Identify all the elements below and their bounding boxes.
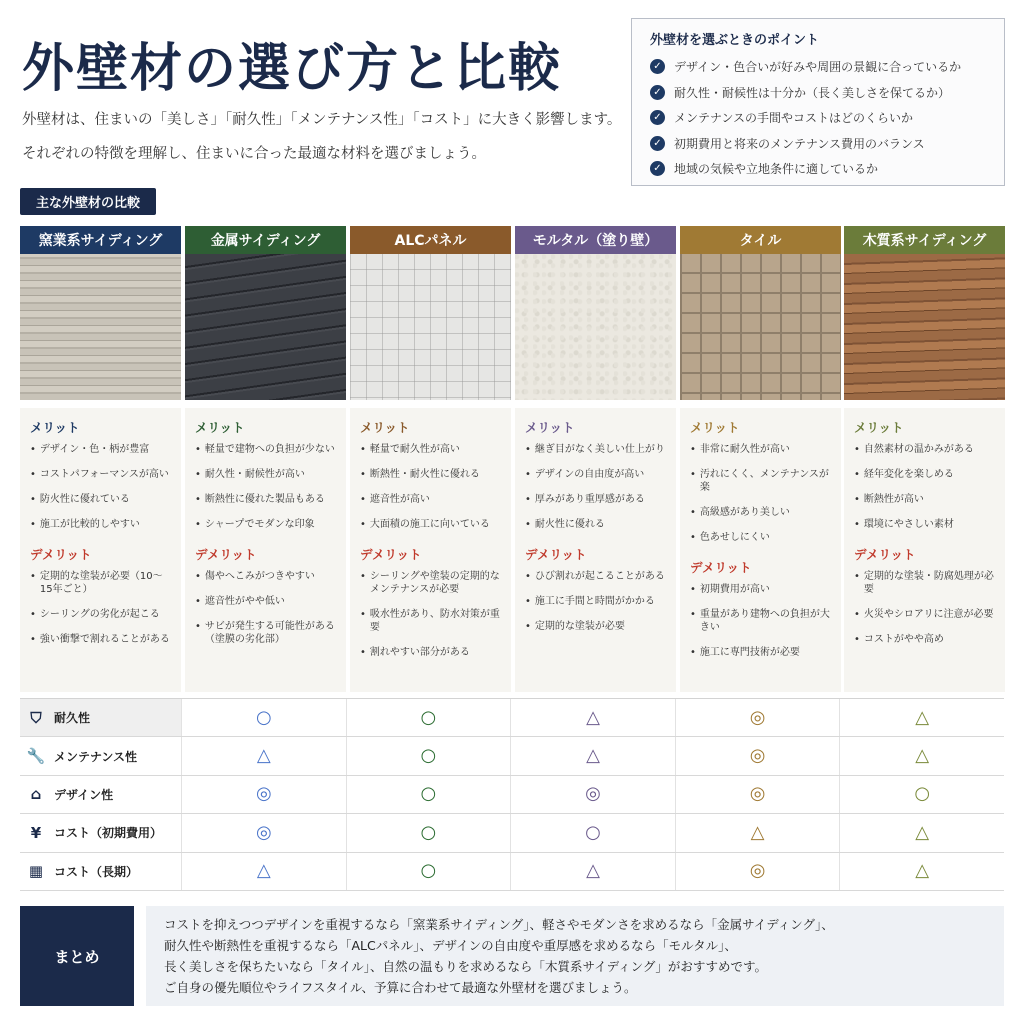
- merit-text: 汚れにくく、メンテナンスが楽: [699, 469, 829, 493]
- demerit-item: [360, 570, 503, 596]
- bullet: •: [690, 532, 696, 543]
- rating-cell: [839, 814, 1004, 851]
- bullet: •: [195, 494, 201, 505]
- rating-mark: ○: [420, 783, 437, 805]
- demerit-text: 吸水性があり、防水対策が重要: [369, 609, 500, 633]
- material-name: 窯業系サイディング: [20, 226, 181, 254]
- rating-cell: [181, 814, 346, 851]
- material-details: [20, 408, 181, 692]
- point-item: [650, 80, 986, 106]
- bullet: •: [30, 469, 36, 480]
- check-icon: ✓: [650, 59, 665, 74]
- demerit-item: [30, 570, 173, 596]
- material-texture-image: [20, 254, 181, 400]
- merit-text: 軽量で耐久性が高い: [369, 444, 460, 455]
- merit-heading: メリット: [854, 420, 904, 435]
- rating-label: [20, 814, 181, 851]
- bullet: •: [525, 596, 531, 607]
- bullet: •: [195, 519, 201, 530]
- merit-item: [690, 531, 833, 544]
- bullet: •: [360, 519, 366, 530]
- rating-label-text: コスト（初期費用）: [54, 826, 163, 841]
- rating-mark: △: [915, 860, 930, 882]
- lead-text-2: それぞれの特徴を理解し、住まいに合った最適な材料を選びましょう。: [22, 146, 486, 162]
- demerit-text: 定期的な塗装・防腐処理が必要: [863, 571, 994, 595]
- point-text: 耐久性・耐候性は十分か（長く美しさを保てるか）: [674, 85, 951, 100]
- rating-cell: [839, 699, 1004, 736]
- rating-mark: △: [586, 745, 600, 767]
- summary-line: 耐久性や断熱性を重視するなら「ALCパネル」、デザインの自由度や重厚感を求めるなら「モルタル」、: [164, 938, 737, 953]
- summary-line: コストを抑えつつデザインを重視するなら「窯業系サイディング」、軽さやモダンさを求めるなら「金属サイディング」、: [164, 917, 834, 932]
- merit-item: [854, 468, 997, 481]
- demerit-text: 火災やシロアリに注意が必要: [863, 609, 994, 620]
- rating-cell: [510, 699, 675, 736]
- merit-item: [854, 493, 997, 506]
- points-title: 外壁材を選ぶときのポイント: [650, 33, 820, 48]
- bullet: •: [360, 444, 366, 455]
- merit-text: 耐久性・耐候性が高い: [204, 469, 305, 480]
- merit-item: [690, 506, 833, 519]
- merit-text: 防火性に優れている: [39, 494, 130, 505]
- material-column: [680, 226, 841, 684]
- rating-label: [20, 853, 181, 890]
- merit-text: シャープでモダンな印象: [204, 519, 315, 530]
- merit-item: [690, 468, 833, 494]
- merit-text: 遮音性が高い: [369, 494, 430, 505]
- material-texture-image: [350, 254, 511, 400]
- bullet: •: [690, 507, 696, 518]
- check-icon: ✓: [650, 161, 665, 176]
- rating-row: [20, 814, 1004, 852]
- rating-label-text: コスト（長期）: [54, 864, 139, 879]
- bullet: •: [360, 494, 366, 505]
- demerit-text: 定期的な塗装が必要（10～15年ごと）: [39, 571, 163, 595]
- bullet: •: [690, 609, 696, 620]
- merit-text: 断熱性・耐火性に優れる: [369, 469, 480, 480]
- rating-cell: [675, 814, 840, 851]
- bullet: •: [360, 647, 366, 658]
- rating-mark: △: [915, 745, 930, 767]
- rating-label: [20, 776, 181, 813]
- rating-mark: ◎: [749, 783, 766, 805]
- bullet: •: [360, 609, 366, 620]
- rating-mark: ○: [255, 706, 272, 728]
- rating-mark: △: [915, 706, 930, 728]
- merit-heading: メリット: [690, 420, 740, 435]
- check-icon: ✓: [650, 85, 665, 100]
- rating-cell: [675, 737, 840, 774]
- bullet: •: [854, 571, 860, 582]
- rating-cell: [346, 699, 511, 736]
- summary-line: ご自身の優先順位やライフスタイル、予算に合わせて最適な外壁材を選びましょう。: [164, 980, 637, 995]
- demerit-item: [30, 633, 173, 646]
- bullet: •: [690, 469, 696, 480]
- bullet: •: [525, 469, 531, 480]
- merit-item: [360, 493, 503, 506]
- rating-mark: ○: [420, 706, 437, 728]
- rating-cell: [510, 737, 675, 774]
- merit-text: 高級感があり美しい: [699, 507, 790, 518]
- merit-text: 大面積の施工に向いている: [369, 519, 490, 530]
- demerit-text: 遮音性がやや低い: [204, 596, 285, 607]
- merit-heading: メリット: [360, 420, 410, 435]
- rating-cell: [510, 814, 675, 851]
- bullet: •: [195, 444, 201, 455]
- demerit-text: 施工に手間と時間がかかる: [534, 596, 655, 607]
- merit-text: 色あせしにくい: [699, 532, 770, 543]
- demerit-item: [525, 570, 668, 583]
- merit-text: 施工が比較的しやすい: [39, 519, 140, 530]
- bullet: •: [525, 444, 531, 455]
- demerit-heading: デメリット: [854, 547, 916, 562]
- merit-item: [525, 518, 668, 531]
- bullet: •: [854, 609, 860, 620]
- demerit-text: コストがやや高め: [863, 634, 944, 645]
- rating-cell: [839, 737, 1004, 774]
- demerit-text: シーリングや塗装の定期的なメンテナンスが必要: [369, 571, 500, 595]
- merit-item: [30, 468, 173, 481]
- demerit-heading: デメリット: [30, 547, 92, 562]
- demerit-item: [30, 608, 173, 621]
- check-icon: ✓: [650, 136, 665, 151]
- merit-text: コストパフォーマンスが高い: [39, 469, 169, 480]
- rating-mark: △: [256, 860, 271, 882]
- demerit-item: [360, 608, 503, 634]
- summary-line: 長く美しさを保ちたいなら「タイル」、自然の温もりを求めるなら「木質系サイディング」がおすすめです。: [164, 959, 768, 974]
- rating-mark: ◎: [749, 860, 766, 882]
- demerit-item: [690, 608, 833, 634]
- merit-item: [30, 493, 173, 506]
- rating-cell: [181, 776, 346, 813]
- rating-cell: [839, 853, 1004, 890]
- demerit-item: [360, 646, 503, 659]
- rating-row: [20, 699, 1004, 737]
- merit-text: 厚みがあり重厚感がある: [534, 494, 645, 505]
- rating-cell: [675, 853, 840, 890]
- merit-text: 経年変化を楽しめる: [863, 469, 954, 480]
- rating-mark: ○: [914, 783, 931, 805]
- rating-cell: [346, 737, 511, 774]
- bullet: •: [525, 519, 531, 530]
- rating-mark: ◎: [585, 783, 601, 805]
- demerit-item: [525, 620, 668, 633]
- bullet: •: [360, 571, 366, 582]
- bullet: •: [525, 494, 531, 505]
- demerit-item: [195, 595, 338, 608]
- material-texture-image: [680, 254, 841, 400]
- merit-text: 耐火性に優れる: [534, 519, 605, 530]
- rating-cell: [181, 853, 346, 890]
- rating-mark: ○: [420, 745, 437, 767]
- demerit-heading: デメリット: [525, 547, 587, 562]
- merit-item: [195, 493, 338, 506]
- demerit-item: [690, 646, 833, 659]
- point-item: [650, 105, 986, 131]
- merit-item: [360, 518, 503, 531]
- bullet: •: [854, 494, 860, 505]
- lead-text-1: 外壁材は、住まいの「美しさ」「耐久性」「メンテナンス性」「コスト」に大きく影響します。: [22, 112, 622, 128]
- demerit-item: [195, 620, 338, 646]
- demerit-text: 傷やへこみがつきやすい: [204, 571, 315, 582]
- material-details: [515, 408, 676, 692]
- merit-text: デザインの自由度が高い: [534, 469, 645, 480]
- point-text: 地域の気候や立地条件に適しているか: [674, 162, 879, 177]
- bullet: •: [195, 469, 201, 480]
- rating-mark: ◎: [749, 706, 766, 728]
- material-details: [844, 408, 1005, 692]
- material-name: ALCパネル: [350, 226, 511, 254]
- merit-item: [195, 518, 338, 531]
- rating-row: [20, 737, 1004, 775]
- rating-cell: [181, 737, 346, 774]
- merit-item: [525, 443, 668, 456]
- rating-mark: △: [750, 821, 765, 843]
- material-texture-image: [515, 254, 676, 400]
- merit-text: 断熱性が高い: [863, 494, 924, 505]
- rating-mark: ○: [585, 821, 601, 843]
- merit-item: [360, 468, 503, 481]
- merit-item: [195, 443, 338, 456]
- bullet: •: [690, 584, 696, 595]
- merit-item: [854, 443, 997, 456]
- material-details: [680, 408, 841, 692]
- bullet: •: [195, 596, 201, 607]
- rating-mark: △: [915, 821, 930, 843]
- rating-mark: ○: [420, 860, 437, 882]
- bullet: •: [30, 609, 36, 620]
- rating-cell: [510, 776, 675, 813]
- bullet: •: [854, 444, 860, 455]
- bullet: •: [854, 519, 860, 530]
- merit-heading: メリット: [525, 420, 575, 435]
- demerit-text: ひび割れが起こることがある: [534, 571, 665, 582]
- point-item: [650, 54, 986, 80]
- bullet: •: [690, 647, 696, 658]
- rating-label-text: メンテナンス性: [54, 749, 138, 764]
- material-name: 金属サイディング: [185, 226, 346, 254]
- demerit-text: シーリングの劣化が起こる: [39, 609, 160, 620]
- rating-cell: [675, 776, 840, 813]
- demerit-text: サビが発生する可能性がある（塗膜の劣化部）: [204, 621, 335, 645]
- bullet: •: [30, 444, 36, 455]
- material-details: [350, 408, 511, 692]
- merit-text: 断熱性に優れた製品もある: [204, 494, 325, 505]
- rating-row: [20, 853, 1004, 891]
- rating-cell: [510, 853, 675, 890]
- material-texture-image: [185, 254, 346, 400]
- material-texture-image: [844, 254, 1005, 400]
- selection-points-box: [631, 18, 1005, 186]
- demerit-text: 施工に専門技術が必要: [699, 647, 800, 658]
- shield-icon: ⛉: [30, 708, 42, 727]
- merit-heading: メリット: [195, 420, 245, 435]
- rating-label-text: デザイン性: [54, 787, 114, 802]
- material-column: [844, 226, 1005, 684]
- rating-mark: ◎: [255, 783, 272, 805]
- page-title: 外壁材の選び方と比較: [22, 38, 563, 99]
- material-details: [185, 408, 346, 692]
- merit-text: 軽量で建物への負担が少ない: [204, 444, 335, 455]
- demerit-item: [690, 583, 833, 596]
- yen-icon: ¥: [30, 823, 42, 842]
- summary-body: [146, 906, 1004, 1006]
- demerit-heading: デメリット: [690, 560, 752, 575]
- demerit-item: [195, 570, 338, 583]
- merit-text: 環境にやさしい素材: [863, 519, 954, 530]
- point-text: デザイン・色合いが好みや周囲の景観に合っているか: [674, 60, 962, 75]
- section-label: 主な外壁材の比較: [20, 188, 156, 215]
- material-column: [185, 226, 346, 684]
- house-icon: ⌂: [30, 785, 42, 804]
- merit-item: [525, 468, 668, 481]
- bullet: •: [195, 571, 201, 582]
- rating-cell: [346, 814, 511, 851]
- check-icon: ✓: [650, 110, 665, 125]
- rating-row: [20, 776, 1004, 814]
- bullet: •: [195, 621, 201, 632]
- rating-label-text: 耐久性: [54, 711, 91, 726]
- calendar-icon: ▦: [28, 862, 44, 881]
- demerit-text: 定期的な塗装が必要: [534, 621, 625, 632]
- bullet: •: [525, 621, 531, 632]
- point-text: メンテナンスの手間やコストはどのくらいか: [674, 111, 914, 126]
- demerit-text: 重量があり建物への負担が大きい: [699, 609, 830, 633]
- bullet: •: [854, 634, 860, 645]
- material-name: モルタル（塗り壁）: [515, 226, 676, 254]
- bullet: •: [690, 444, 696, 455]
- merit-text: デザイン・色・柄が豊富: [39, 444, 150, 455]
- merit-item: [195, 468, 338, 481]
- bullet: •: [30, 634, 36, 645]
- bullet: •: [525, 571, 531, 582]
- rating-label: [20, 737, 181, 774]
- material-name: 木質系サイディング: [844, 226, 1005, 254]
- bullet: •: [30, 494, 36, 505]
- merit-item: [690, 443, 833, 456]
- merit-item: [854, 518, 997, 531]
- rating-cell: [346, 776, 511, 813]
- merit-text: 継ぎ目がなく美しい仕上がり: [534, 444, 665, 455]
- material-column: [515, 226, 676, 684]
- demerit-item: [854, 608, 997, 621]
- rating-table: [20, 698, 1004, 890]
- merit-heading: メリット: [30, 420, 80, 435]
- bullet: •: [30, 519, 36, 530]
- rating-mark: ◎: [749, 745, 766, 767]
- demerit-heading: デメリット: [195, 547, 257, 562]
- rating-cell: [839, 776, 1004, 813]
- demerit-text: 強い衝撃で割れることがある: [39, 634, 170, 645]
- wrench-icon: 🔧: [26, 747, 46, 766]
- merit-item: [360, 443, 503, 456]
- rating-cell: [675, 699, 840, 736]
- demerit-item: [854, 633, 997, 646]
- rating-mark: △: [586, 706, 600, 728]
- point-item: [650, 131, 986, 157]
- merit-text: 自然素材の温かみがある: [863, 444, 974, 455]
- rating-mark: ◎: [255, 821, 272, 843]
- material-column: [350, 226, 511, 684]
- summary-box: [20, 906, 1004, 1006]
- rating-cell: [346, 853, 511, 890]
- rating-mark: △: [256, 745, 271, 767]
- demerit-text: 初期費用が高い: [699, 584, 770, 595]
- rating-cell: [181, 699, 346, 736]
- demerit-heading: デメリット: [360, 547, 422, 562]
- points-list: [650, 54, 986, 182]
- merit-text: 非常に耐久性が高い: [699, 444, 790, 455]
- merit-item: [30, 443, 173, 456]
- rating-label: [20, 699, 181, 736]
- summary-label: まとめ: [20, 906, 134, 1006]
- point-item: [650, 156, 986, 182]
- demerit-item: [854, 570, 997, 596]
- rating-mark: △: [586, 860, 600, 882]
- rating-mark: ○: [420, 821, 437, 843]
- demerit-item: [525, 595, 668, 608]
- bullet: •: [854, 469, 860, 480]
- merit-item: [30, 518, 173, 531]
- point-text: 初期費用と将来のメンテナンス費用のバランス: [674, 136, 925, 151]
- material-name: タイル: [680, 226, 841, 254]
- bullet: •: [360, 469, 366, 480]
- material-column: [20, 226, 181, 684]
- merit-item: [525, 493, 668, 506]
- demerit-text: 割れやすい部分がある: [369, 647, 470, 658]
- bullet: •: [30, 571, 36, 582]
